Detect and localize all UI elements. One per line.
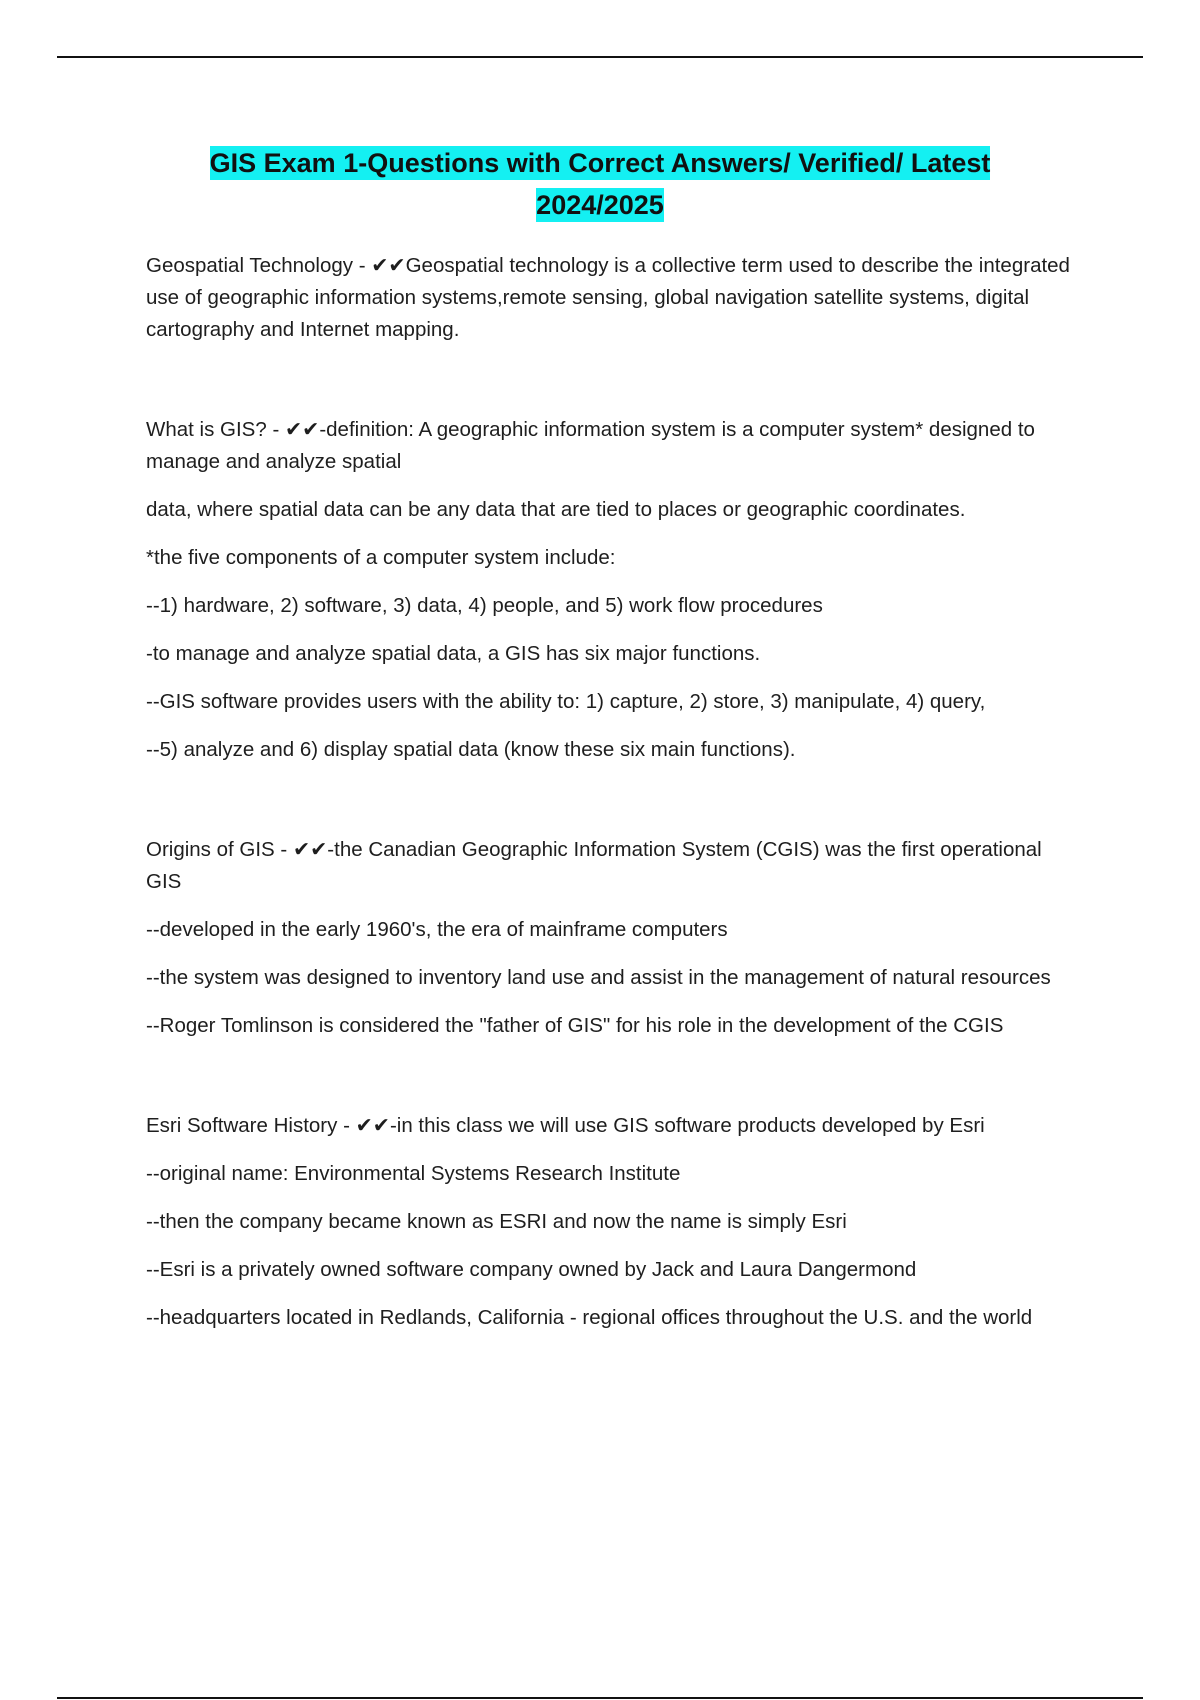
qa-what-is-gis <box>146 414 1076 766</box>
section-gap <box>146 1058 1076 1110</box>
qa-line: Esri Software History - ✔✔-in this class we will use GIS software products developed by Esri <box>146 1114 985 1137</box>
qa-geospatial-technology <box>146 250 1076 346</box>
header-rule <box>57 56 1143 58</box>
qa-line: --Roger Tomlinson is considered the "father of GIS" for his role in the development of the CGIS <box>146 1014 1004 1037</box>
qa-line: Origins of GIS - ✔✔-the Canadian Geographic Information System (CGIS) was the first operational GIS <box>146 838 1042 893</box>
qa-line: --1) hardware, 2) software, 3) data, 4) people, and 5) work flow procedures <box>146 594 823 617</box>
qa-line: --headquarters located in Redlands, California - regional offices throughout the U.S. and the world <box>146 1306 1033 1329</box>
title-line-1: GIS Exam 1-Questions with Correct Answers/ Verified/ Latest <box>209 148 991 178</box>
qa-line: Geospatial Technology - ✔✔Geospatial technology is a collective term used to describe the integrated use of geographic information systems,remote sensing, global navigation satellite systems, digital cartography and Internet mapping. <box>146 254 1070 341</box>
document-title <box>120 142 1080 226</box>
section-gap <box>146 362 1076 414</box>
qa-line: --original name: Environmental Systems Research Institute <box>146 1162 681 1185</box>
title-line-2: 2024/2025 <box>536 190 664 220</box>
qa-line: --5) analyze and 6) display spatial data (know these six main functions). <box>146 738 796 761</box>
qa-line: *the five components of a computer system include: <box>146 546 616 569</box>
qa-esri-software-history <box>146 1110 1076 1334</box>
qa-line: -to manage and analyze spatial data, a GIS has six major functions. <box>146 642 761 665</box>
qa-line: --the system was designed to inventory land use and assist in the management of natural resources <box>146 966 1051 989</box>
qa-line: --then the company became known as ESRI and now the name is simply Esri <box>146 1210 847 1233</box>
qa-line: --developed in the early 1960's, the era of mainframe computers <box>146 918 728 941</box>
qa-line: --GIS software provides users with the ability to: 1) capture, 2) store, 3) manipulate, 4) query, <box>146 690 986 713</box>
document-body <box>146 250 1076 1350</box>
qa-line: --Esri is a privately owned software company owned by Jack and Laura Dangermond <box>146 1258 917 1281</box>
qa-line: data, where spatial data can be any data that are tied to places or geographic coordinates. <box>146 498 966 521</box>
qa-line: What is GIS? - ✔✔-definition: A geographic information system is a computer system* designed to manage and analyze spatial <box>146 418 1035 473</box>
section-gap <box>146 782 1076 834</box>
qa-origins-of-gis <box>146 834 1076 1042</box>
footer-rule <box>57 1697 1143 1699</box>
